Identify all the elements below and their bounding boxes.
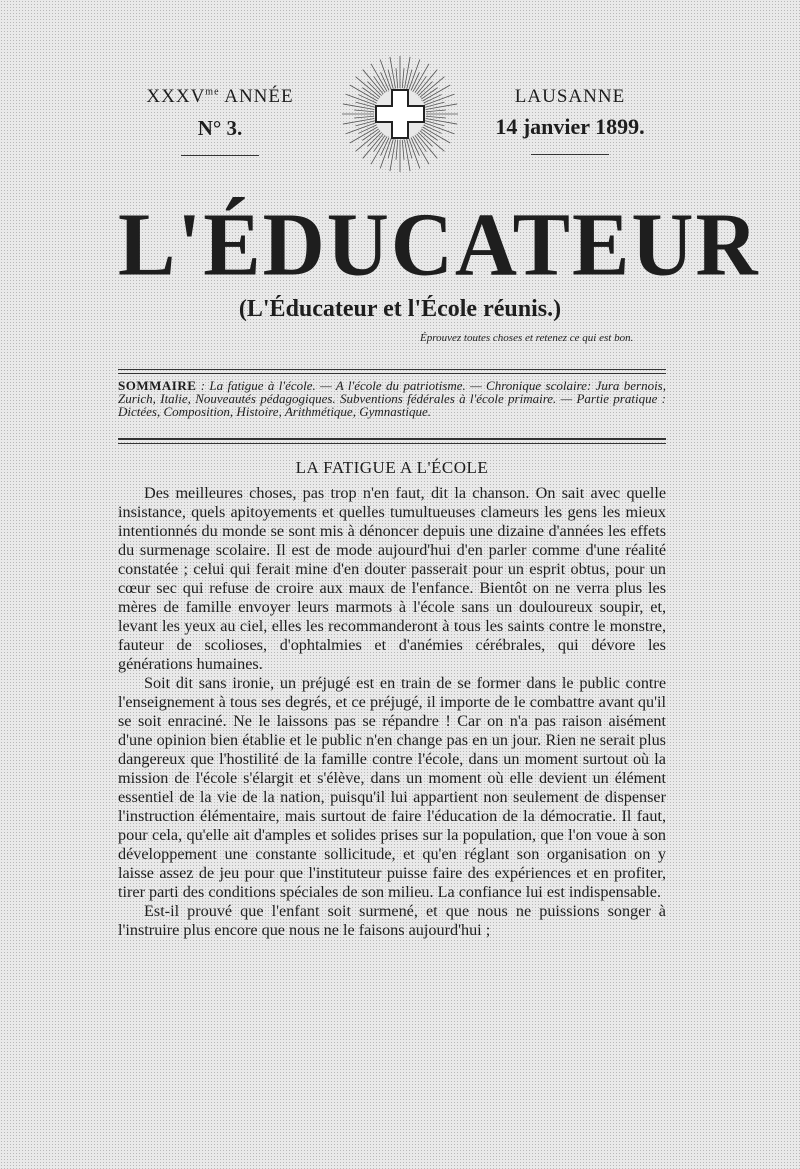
divider-bottom-2 — [118, 443, 666, 444]
page-subtitle: (L'Éducateur et l'École réunis.) — [238, 296, 562, 322]
epigraph: Éprouvez toutes choses et retenez ce qui est bon. — [420, 332, 634, 344]
article-title: LA FATIGUE A L'ÉCOLE — [295, 458, 489, 477]
article-paragraph: Est-il prouvé que l'enfant soit surmené, et que nous ne puissions songer à l'instruire plus encore que nous ne le faisons aujourd'hui ; — [118, 902, 666, 939]
divider-bottom-1 — [118, 438, 666, 440]
masthead-left — [140, 86, 300, 156]
masthead-left-rule — [181, 155, 259, 156]
masthead-right-rule — [531, 154, 609, 155]
summary-body: : La fatigue à l'école. — A l'école du patriotisme. — Chronique scolaire: Jura bernois, Zurich, Italie, Nouveautés pédagogiques. Subventions fédérales à l'école primaire. — Partie pratique : Dictées, Composition, Histoire, Arithmétique, Gymnastique. — [118, 378, 666, 419]
year-label — [140, 86, 300, 108]
article-paragraph: Soit dit sans ironie, un préjugé est en train de se former dans le public contre l'enseignement à tous ses degrés, et ce préjugé, il importe de le combattre avant qu'il se soit enraciné. Ne le laissons pas se répandre ! Car on n'a pas raison aisément d'une opinion bien établie et le public n'en change pas en un jour. Rien ne serait plus dangereux que l'hostilité de la famille contre l'école, dans un moment surtout où la mission de l'école s'élargit et s'élève, dans un moment où elle devient un élément essentiel de la vie de la nation, puisqu'il lui appartient non seulement de dispenser l'instruction élémentaire, mais surtout de faire l'éducation de la démocratie. Il faut, pour cela, qu'elle ait d'amples et solides prises sur la population, que l'on voue à son développement une constante sollicitude, et qu'en réglant son organisation on y laisse assez de jeu pour que l'instituteur puisse faire des expériences et en profiter, tirer parti des conditions spéciales de son milieu. La confiance lui est indispensable. — [118, 674, 666, 901]
year-numeral: XXXV — [146, 86, 206, 107]
year-suffix: me — [205, 86, 220, 98]
year-word: ANNÉE — [219, 86, 294, 107]
issue-date: 14 janvier 1899. — [495, 114, 645, 139]
divider-top-1 — [118, 369, 666, 370]
article-body — [118, 484, 666, 940]
issue-number: N° 3. — [197, 116, 243, 140]
summary-lead: SOMMAIRE — [118, 378, 197, 393]
article-paragraph: Des meilleures choses, pas trop n'en faut, dit la chanson. On sait avec quelle insistance, quels apitoyements et quelles tumultueuses clameurs les gens les mieux intentionnés du monde se sont mis à dénoncer depuis une dizaine d'années les effets du surmenage scolaire. Il est de mode aujourd'hui d'en parler comme d'une réalité constatée ; celui qui ferait mine d'en douter passerait pour un esprit obtus, pour un cœur sec qui refuse de croire aux maux de l'enfance. Bientôt on ne verra plus les mères de famille envoyer leurs marmots à l'école sans un douloureux soupir, et, levant les yeux au ciel, elles les recommanderont à tous les saints contre le monstre, fauteur de scolioses, d'ophtalmies et d'anémies cérébrales, qui dévore les générations humaines. — [118, 484, 666, 673]
summary-block — [118, 379, 666, 418]
city-label: LAUSANNE — [514, 86, 626, 107]
masthead-right — [480, 86, 660, 155]
divider-top-2 — [118, 373, 666, 374]
swiss-cross-icon — [340, 54, 460, 174]
page-title: L'ÉDUCATEUR — [118, 193, 760, 295]
